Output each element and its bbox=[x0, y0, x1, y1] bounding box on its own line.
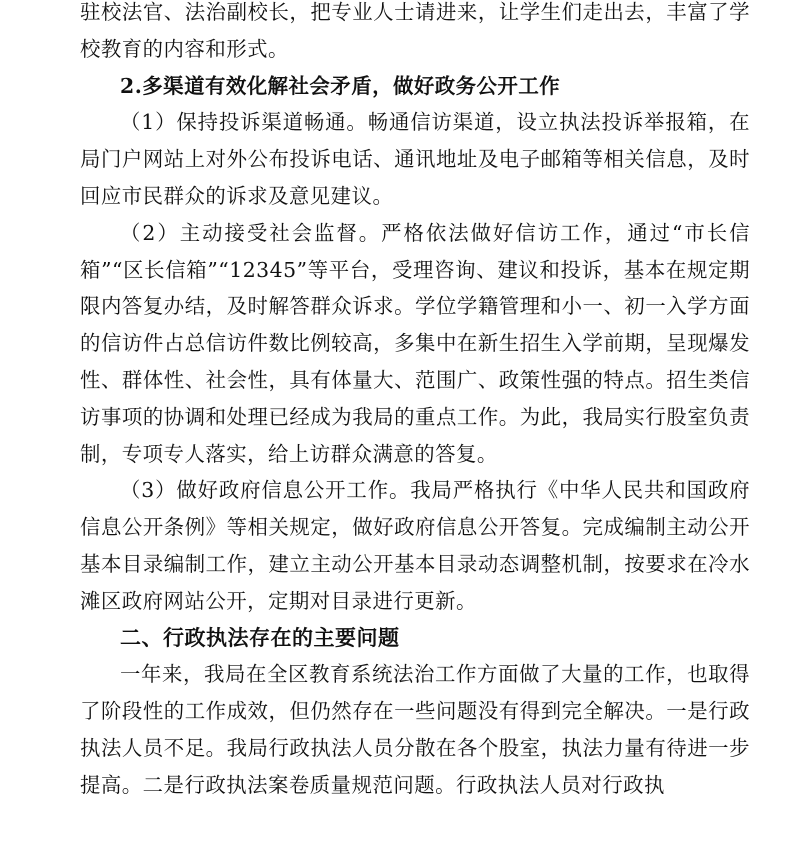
paragraph-information-disclosure: （3）做好政府信息公开工作。我局严格执行《中华人民共和国政府信息公开条例》等相关规定，做好政府信息公开答复。完成编制主动公开基本目录编制工作，建立主动公开基本目录动态调整机制，按要求在冷水滩区政府网站公开，定期对目录进行更新。 bbox=[80, 478, 750, 613]
subheading-public-affairs: 2.多渠道有效化解社会矛盾，做好政务公开工作 bbox=[120, 73, 561, 98]
section-heading-problems: 二、行政执法存在的主要问题 bbox=[120, 625, 400, 650]
paragraph-intro-continuation: 驻校法官、法治副校长，把专业人士请进来，让学生们走出去，丰富了学校教育的内容和形式。 bbox=[80, 0, 750, 61]
document-page bbox=[80, 0, 750, 804]
paragraph-complaint-channels: （1）保持投诉渠道畅通。畅通信访渠道，设立执法投诉举报箱，在局门户网站上对外公布投诉电话、通讯地址及电子邮箱等相关信息，及时回应市民群众的诉求及意见建议。 bbox=[80, 110, 750, 208]
paragraph-problems-summary: 一年来，我局在全区教育系统法治工作方面做了大量的工作，也取得了阶段性的工作成效，但仍然存在一些问题没有得到完全解决。一是行政执法人员不足。我局行政执法人员分散在各个股室，执法力量有待进一步提高。二是行政执法案卷质量规范问题。行政执法人员对行政执 bbox=[80, 662, 750, 797]
paragraph-social-supervision: （2）主动接受社会监督。严格依法做好信访工作，通过“市长信箱”“区长信箱”“12345”等平台，受理咨询、建议和投诉，基本在规定期限内答复办结，及时解答群众诉求。学位学籍管理和小一、初一入学方面的信访件占总信访件数比例较高，多集中在新生招生入学前期，呈现爆发性、群体性、社会性，具有体量大、范围广、政策性强的特点。招生类信访事项的协调和处理已经成为我局的重点工作。为此，我局实行股室负责制，专项专人落实，给上访群众满意的答复。 bbox=[80, 220, 750, 466]
